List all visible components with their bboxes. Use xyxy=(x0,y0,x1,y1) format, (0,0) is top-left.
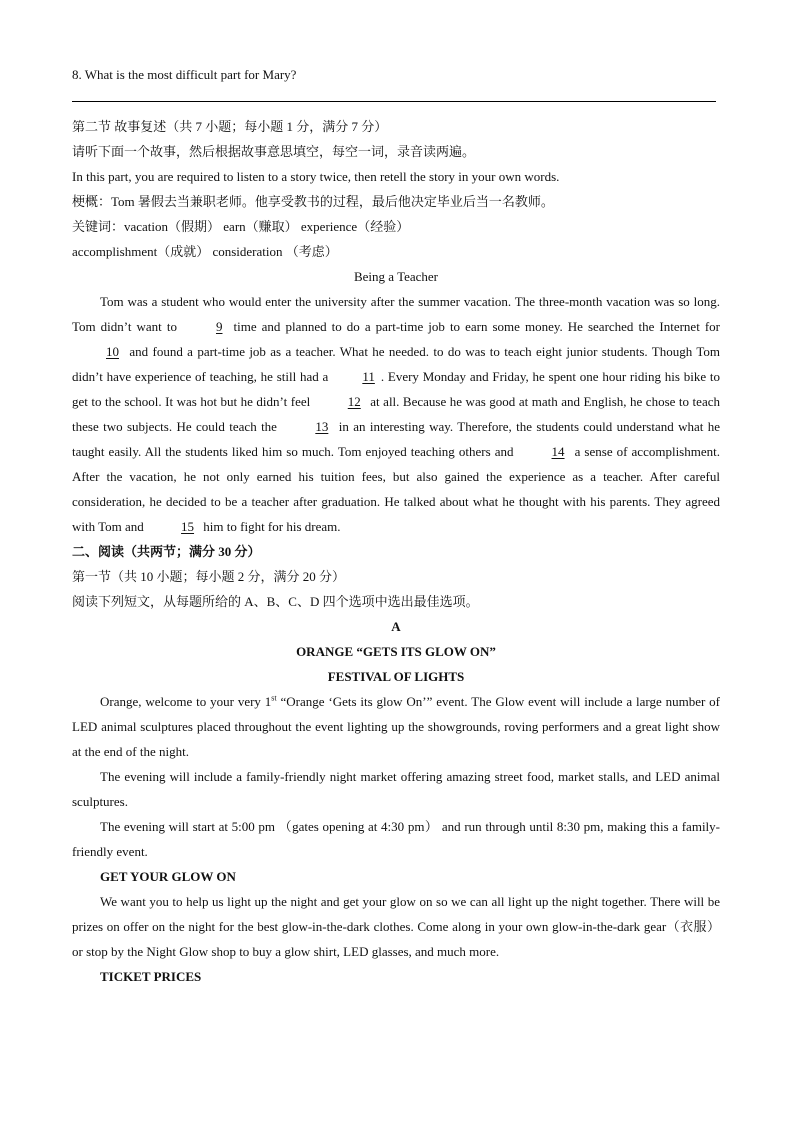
story-summary: 梗概：Tom 暑假去当兼职老师。他享受教书的过程，最后他决定毕业后当一名教师。 xyxy=(72,194,554,209)
blank-13[interactable]: 13 xyxy=(315,419,329,434)
passage-paragraph-3: The evening will start at 5:00 pm （gates opening at 4:30 pm） and run through until 8:30 pm, making this a family-friendly event. xyxy=(72,819,720,859)
passage-paragraph-4: We want you to help us light up the night and get your glow on so we can all light up the night together. There will be prizes on offer on the night for the best glow-in-the-dark clothes. Come along in your own glow-in-the-dark gear（衣服） or stop by the Night Glow shop to buy a glow shirt, LED glasses, and much more. xyxy=(72,894,720,959)
blank-15[interactable]: 15 xyxy=(181,519,195,534)
part2-subsection: 第一节（共 10 小题；每小题 2 分，满分 20 分） xyxy=(72,569,346,584)
glow-heading: GET YOUR GLOW ON xyxy=(100,869,236,884)
passage-paragraph-2: The evening will include a family-friendly night market offering amazing street food, market stalls, and LED animal sculptures. xyxy=(72,769,720,809)
passage-letter: A xyxy=(391,619,401,634)
keywords-line-1: 关键词：vacation（假期） earn（赚取） experience（经验） xyxy=(72,219,410,234)
blank-11[interactable]: 11 xyxy=(362,369,375,384)
question-8: 8. What is the most difficult part for Mary? xyxy=(72,67,297,82)
ticket-heading: TICKET PRICES xyxy=(100,969,202,984)
passage-title: ORANGE “GETS ITS GLOW ON” xyxy=(296,644,496,659)
part2-heading: 二、阅读（共两节；满分 30 分） xyxy=(72,544,261,559)
story-paragraph: Tom was a student who would enter the university after the summer vacation. The three-month vacation was so long. Tom didn’t want to 9 time and planned to do a part-time job to earn some money. He searched the Internet for 10 and found a part-time job as a teacher. What he needed. to do was to teach eight junior students. Though Tom didn’t have experience of teaching, he still had a 11 . Every Monday and Friday, he spent one hour riding his bike to get to the school. It was hot but he didn’t feel 12 at all. Because he was good at math and English, he chose to teach these two subjects. He could teach the 13 in an interesting way. Therefore, the students could understand what he taught easily. All the students liked him so much. Tom enjoyed teaching others and 14 a sense of accomplishment. After the vacation, he not only earned his tuition fees, but also gained the experience as a teacher. After careful consideration, he decided to be a teacher after graduation. He talked about what he thought with his parents. They agreed with Tom and 15 him to fight for his dream. xyxy=(72,289,720,539)
answer-line xyxy=(72,101,716,102)
section2-instruction-en: In this part, you are required to listen to a story twice, then retell the story in your own words. xyxy=(72,169,560,184)
blank-12[interactable]: 12 xyxy=(347,394,361,409)
keywords-line-2: accomplishment（成就） consideration （考虑） xyxy=(72,244,338,259)
blank-10[interactable]: 10 xyxy=(106,344,119,359)
blank-9[interactable]: 9 xyxy=(215,319,223,334)
page xyxy=(72,62,720,989)
section2-instruction-cn: 请听下面一个故事，然后根据故事意思填空，每空一词，录音读两遍。 xyxy=(72,144,476,159)
blank-14[interactable]: 14 xyxy=(551,444,565,459)
passage-paragraph-1: Orange, welcome to your very 1st “Orange ‘Gets its glow On’” event. The Glow event will include a large number of LED animal sculptures placed throughout the event lighting up the showgrounds, roving performers and a great light show at the end of the night. xyxy=(72,693,720,759)
passage-subtitle: FESTIVAL OF LIGHTS xyxy=(327,669,465,684)
section2-heading: 第二节 故事复述（共 7 小题；每小题 1 分，满分 7 分） xyxy=(72,119,388,134)
part2-instruction: 阅读下列短文，从每题所给的 A、B、C、D 四个选项中选出最佳选项。 xyxy=(72,594,479,609)
story-title: Being a Teacher xyxy=(353,269,439,284)
